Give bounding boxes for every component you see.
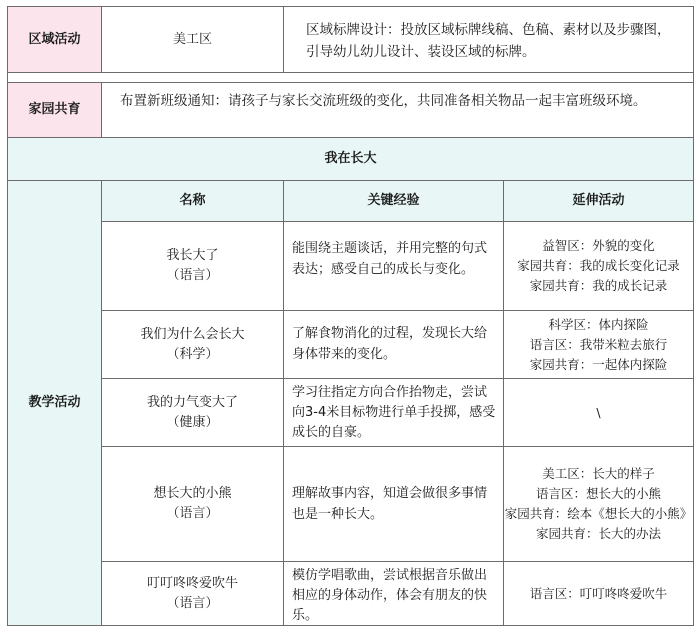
row-2-name-text: 我们为什么会长大: [140, 326, 245, 342]
row-5-experience-text: 模仿学唱歌曲，尝试根据音乐做出相应的身体动作，体会有朋友的快乐。: [292, 568, 488, 623]
area-activity-label: [7, 6, 102, 73]
row-4-domain-text: （语言）: [166, 506, 219, 521]
area-activity-zone: [101, 6, 284, 73]
home-school-label: [7, 82, 102, 138]
row-4-name: [101, 446, 284, 562]
home-school-content: [101, 82, 694, 138]
row-2-extension: [503, 310, 694, 379]
row-1-extension: [503, 221, 694, 311]
area-activity-zone-text: 美工区: [172, 31, 212, 47]
header-name: [101, 180, 284, 222]
row-2-domain-text: （科学）: [166, 346, 219, 362]
row-2-experience-text: 了解食物消化的过程，发现长大给身体带来的变化。: [292, 326, 488, 362]
row-2-extension-item-3: 家园共育：一起体内探险: [529, 356, 668, 372]
row-1-experience-text: 能围绕主题谈话，并用完整的句式表达；感受自己的成长与变化。: [292, 241, 488, 277]
row-4-experience: [283, 446, 504, 562]
row-2-name: [101, 310, 284, 379]
area-activity-label-text: 区域活动: [28, 31, 81, 47]
row-3-experience: [283, 378, 504, 447]
row-1-domain-text: （语言）: [166, 268, 219, 283]
row-2-extension-item-2: 语言区：我带米粒去旅行: [529, 336, 668, 352]
row-3-experience-text: 学习往指定方向合作抬物走，尝试向3-4米目标物进行单手投掷，感受成长的自豪。: [292, 385, 496, 440]
area-activity-content-text: 区域标牌设计：投放区域标牌线稿、色稿、素材以及步骤图，引导幼儿幼儿设计、装设区域的标牌。: [306, 22, 671, 60]
row-1-name-text: 我长大了: [166, 248, 219, 263]
row-1-experience: [283, 221, 504, 311]
row-4-extension: [503, 446, 694, 562]
row-5-experience: [283, 561, 504, 626]
row-5-name: [101, 561, 284, 626]
home-school-label-text: 家园共育: [28, 102, 81, 117]
row-1-extension-item-2: 家园共育：我的成长变化记录: [517, 258, 680, 273]
header-experience: [283, 180, 504, 222]
row-1-extension-item-3: 家园共育：我的成长记录: [529, 278, 668, 293]
row-2-experience: [283, 310, 504, 379]
row-3-extension: [503, 378, 694, 447]
row-4-extension-item-2: 语言区：想长大的小熊: [535, 486, 661, 501]
header-name-text: 名称: [179, 193, 206, 208]
home-school-content-text: 布置新班级通知：请孩子与家长交流班级的变化，共同准备相关物品一起丰富班级环境。: [120, 93, 647, 109]
header-extension-text: 延伸活动: [572, 193, 625, 208]
row-5-domain-text: （语言）: [166, 595, 219, 611]
row-4-extension-item-3: 家园共育：绘本《想长大的小熊》: [504, 506, 693, 521]
row-1-name: [101, 221, 284, 311]
row-5-name-text: 叮叮咚咚爱吹牛: [146, 575, 238, 591]
teaching-label: [7, 180, 102, 626]
row-4-name-text: 想长大的小熊: [153, 486, 232, 501]
theme-title-text: 我在长大: [324, 151, 377, 166]
header-extension: [503, 180, 694, 222]
row-3-name: [101, 378, 284, 447]
row-2-extension-item-1: 科学区：体内探险: [548, 316, 649, 332]
row-4-experience-text: 理解故事内容，知道会做很多事情也是一种长大。: [292, 486, 488, 522]
row-3-name-text: 我的力气变大了: [146, 394, 238, 410]
teaching-label-text: 教学活动: [28, 395, 81, 410]
row-3-extension-item-1: \: [596, 404, 601, 420]
row-3-domain-text: （健康）: [166, 414, 219, 430]
header-experience-text: 关键经验: [367, 193, 420, 208]
row-1-extension-item-1: 益智区：外貌的变化: [542, 238, 655, 253]
row-4-extension-item-4: 家园共育：长大的办法: [535, 526, 661, 541]
theme-title: [7, 137, 694, 181]
row-4-extension-item-1: 美工区：长大的样子: [542, 466, 655, 481]
area-activity-content: [283, 6, 694, 73]
row-5-extension: [503, 561, 694, 626]
row-5-extension-item-1: 语言区：叮叮咚咚爱吹牛: [529, 585, 668, 601]
